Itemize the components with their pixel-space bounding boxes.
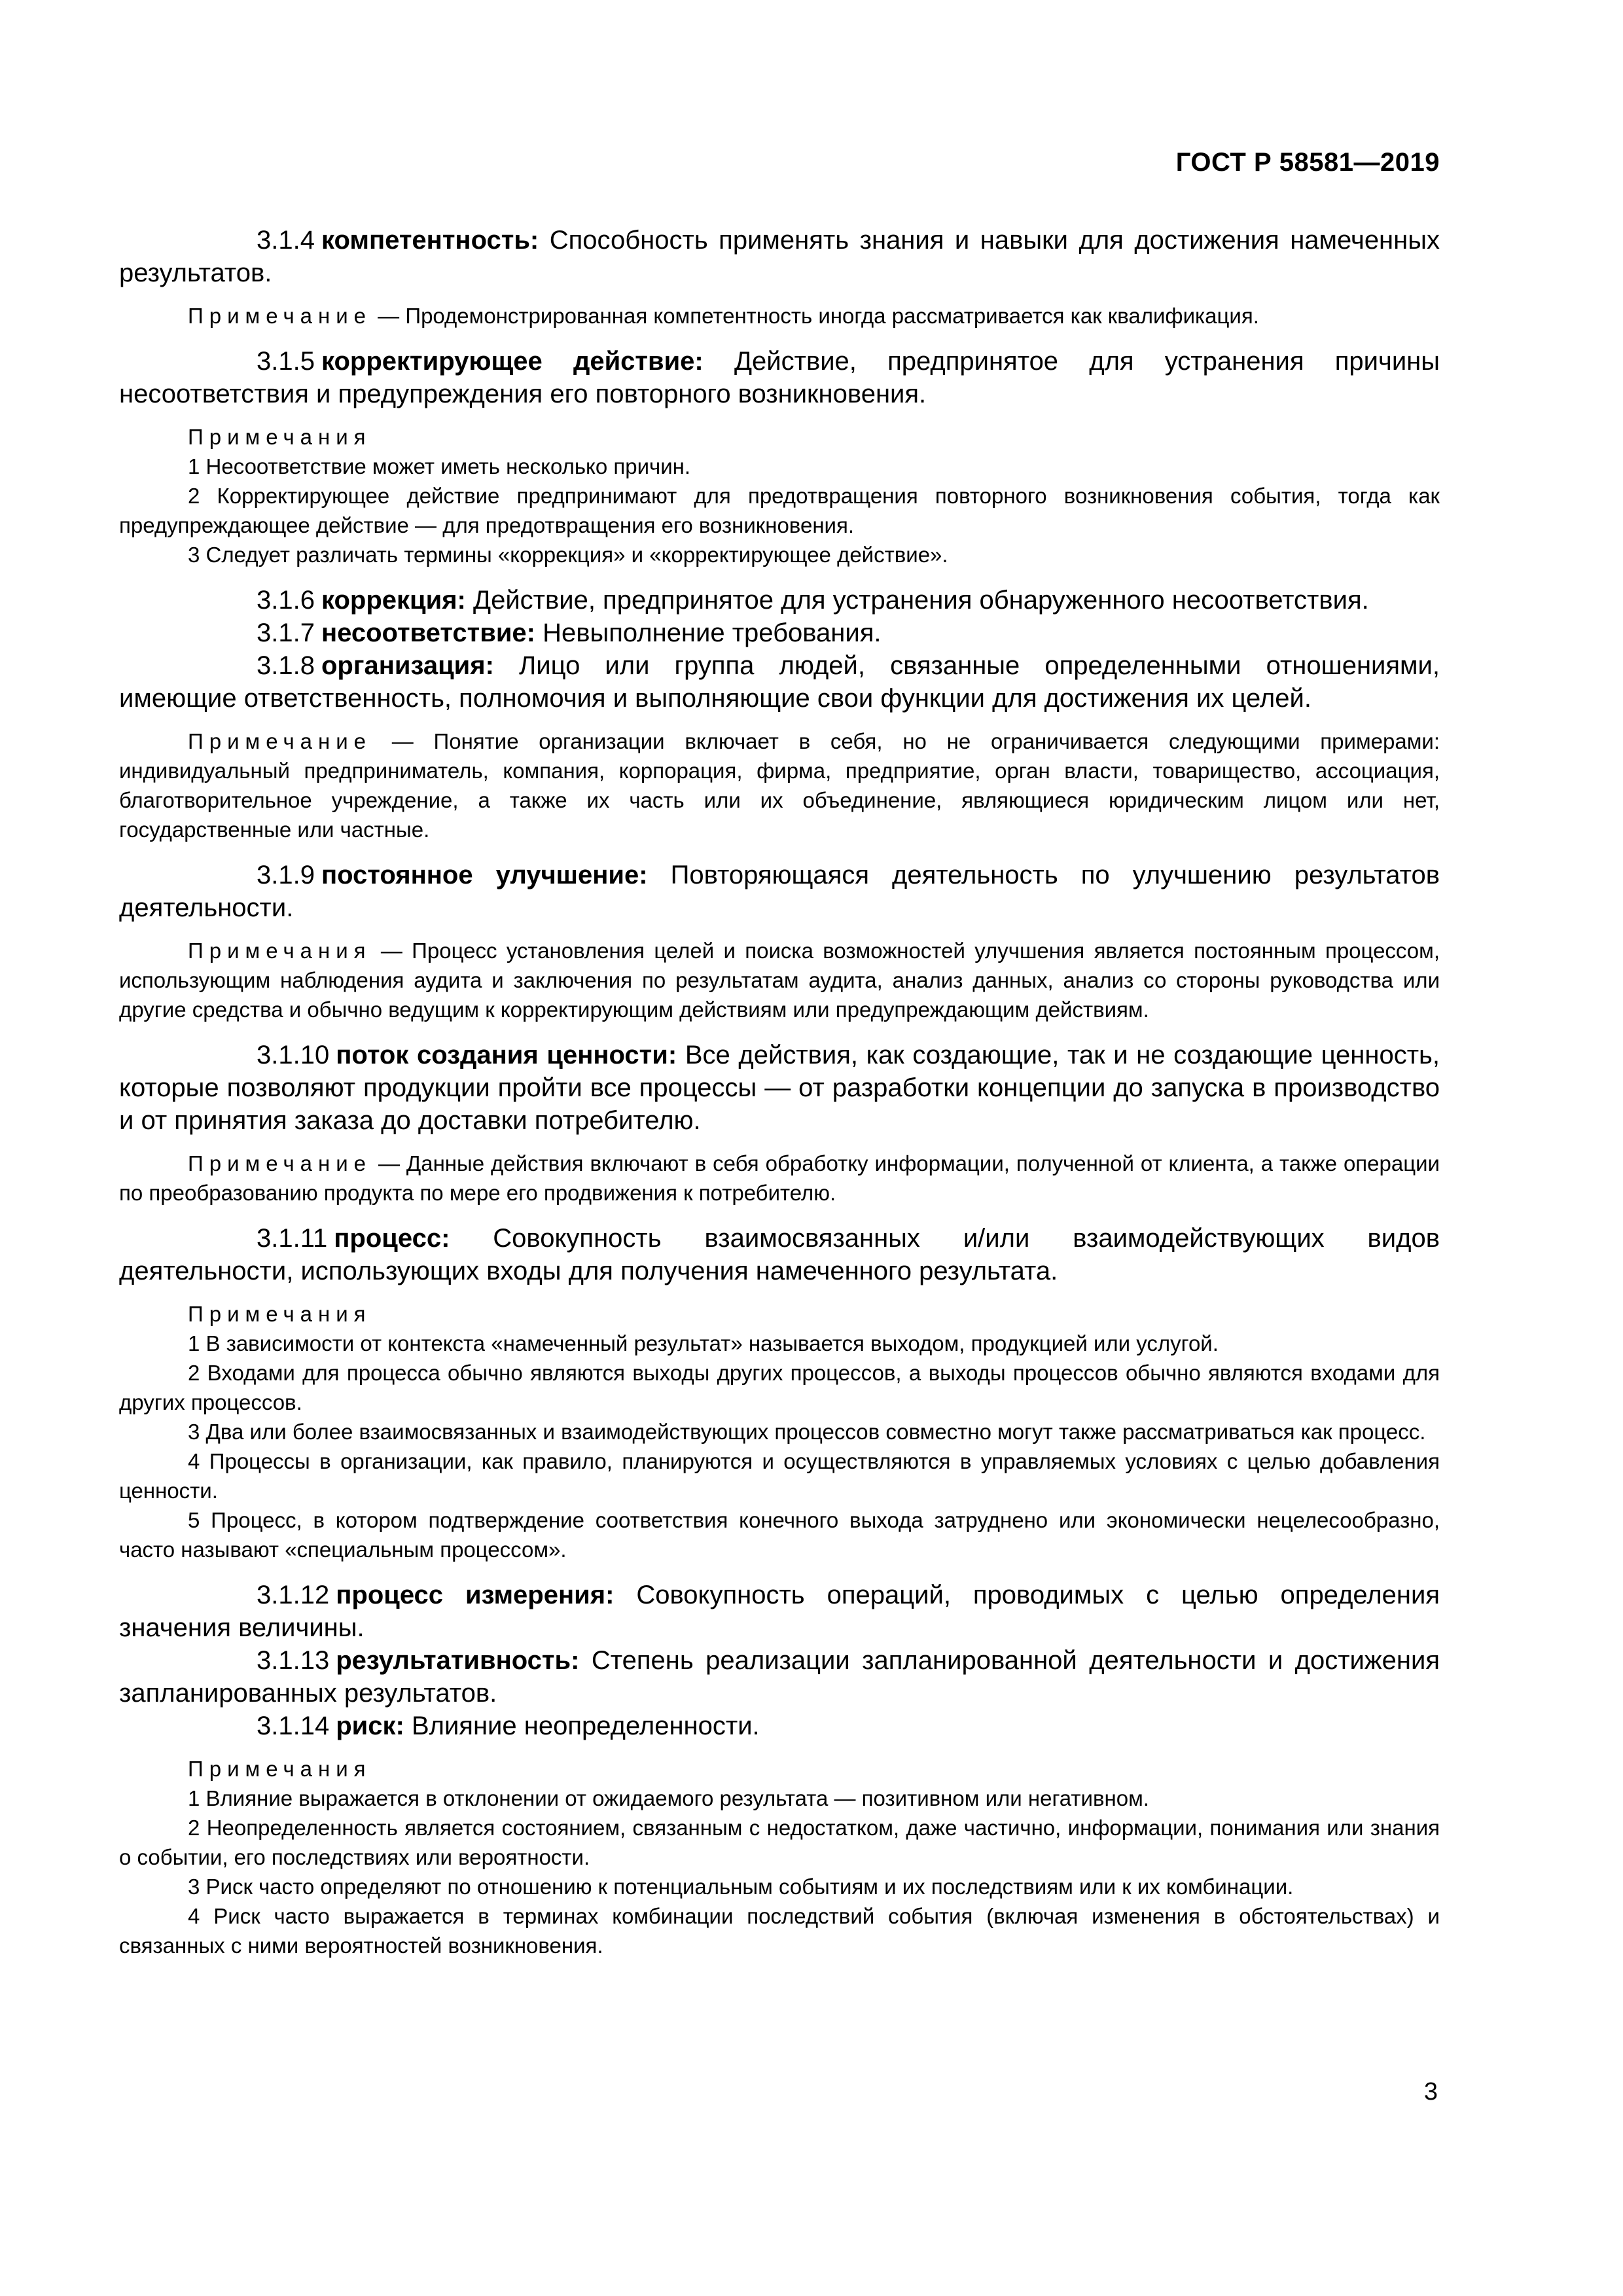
note-block <box>119 1754 1440 1960</box>
note-heading: Примечания <box>188 1302 372 1326</box>
note-line: 3 Риск часто определяют по отношению к потенциальным событиям и их последствиям или к их комбинации. <box>188 1874 1294 1899</box>
term-title: коррекция: <box>321 586 466 615</box>
term-number: 3.1.5 <box>257 347 315 376</box>
note-block <box>119 1299 1440 1564</box>
term-definition: Степень реализации запланированной деятельности и достижения запланированных результатов. <box>119 1646 1440 1708</box>
note-heading: Примечания <box>188 1757 372 1781</box>
note-text: — Процесс установления целей и поиска возможностей улучшения является постоянным процессом, использующим наблюдения аудита и заключения по результатам аудита, анализ данных, анализ со стороны руководства или другие средства и обычно ведущим к корректирующим действиям или предупреждающим действиям. <box>119 939 1440 1022</box>
term-definition: Все действия, как создающие, так и не создающие ценность, которые позволяют продукции пройти все процессы — от разработки концепции до запуска в производство и от принятия заказа до доставки потребителю. <box>119 1041 1440 1135</box>
note-block <box>119 422 1440 569</box>
term-number: 3.1.6 <box>257 586 315 615</box>
term-entry <box>119 859 1440 924</box>
term-definition: Лицо или группа людей, связанные определенными отношениями, имеющие ответственность, полномочия и выполняющие свои функции для достижения их целей. <box>119 651 1440 713</box>
term-definition: Действие, предпринятое для устранения обнаруженного несоответствия. <box>465 586 1369 615</box>
term-entry <box>119 1644 1440 1710</box>
term-title: компетентность: <box>321 226 539 255</box>
note-line: 4 Риск часто выражается в терминах комбинации последствий события (включая изменения в обстоятельствах) и связанных с ними вероятностей возникновения. <box>119 1904 1440 1958</box>
note-line: 4 Процессы в организации, как правило, планируются и осуществляются в управляемых условиях с целью добавления ценности. <box>119 1449 1440 1503</box>
note-text: — Продемонстрированная компетентность иногда рассматривается как квалификация. <box>372 304 1259 328</box>
term-entry <box>119 224 1440 289</box>
term-entry <box>119 584 1440 617</box>
term-entry <box>119 649 1440 715</box>
term-title: риск: <box>336 1712 404 1740</box>
note-line <box>119 301 1440 331</box>
term-number: 3.1.4 <box>257 226 315 255</box>
term-title: несоответствие: <box>321 619 535 647</box>
term-definition: Совокупность взаимосвязанных и/или взаимодействующих видов деятельности, использующих входы для получения намеченного результата. <box>119 1224 1440 1285</box>
term-number: 3.1.8 <box>257 651 315 680</box>
note-heading: Примечание <box>188 304 372 328</box>
note-block <box>119 936 1440 1024</box>
term-definition: Влияние неопределенности. <box>404 1712 760 1740</box>
term-entry <box>119 345 1440 410</box>
note-heading: Примечания <box>188 425 372 449</box>
note-line: 3 Следует различать термины «коррекция» и «корректирующее действие». <box>188 543 948 567</box>
term-entry <box>119 1710 1440 1742</box>
note-heading: Примечания <box>188 939 372 963</box>
term-number: 3.1.10 <box>257 1041 330 1069</box>
term-title: процесс измерения: <box>336 1581 615 1609</box>
note-line: 2 Корректирующее действие предпринимают для предотвращения повторного возникновения события, тогда как предупреждающее действие — для предотвращения его возникновения. <box>119 484 1440 537</box>
term-entry <box>119 1579 1440 1644</box>
term-title: результативность: <box>336 1646 580 1675</box>
document-body <box>119 224 1440 1960</box>
term-title: корректирующее действие: <box>321 347 704 376</box>
term-title: поток создания ценности: <box>336 1041 677 1069</box>
term-number: 3.1.11 <box>257 1224 328 1253</box>
note-line <box>119 1149 1440 1208</box>
note-heading: Примечание <box>188 729 372 753</box>
term-definition: Совокупность операций, проводимых с целью определения значения величины. <box>119 1581 1440 1642</box>
term-number: 3.1.14 <box>257 1712 330 1740</box>
note-line <box>119 936 1440 1024</box>
term-entry <box>119 1222 1440 1287</box>
term-number: 3.1.9 <box>257 861 315 889</box>
note-text: — Данные действия включают в себя обработку информации, полученной от клиента, а также операции по преобразованию продукта по мере его продвижения к потребителю. <box>119 1151 1440 1205</box>
term-title: процесс: <box>334 1224 450 1253</box>
note-line: 1 В зависимости от контекста «намеченный результат» называется выходом, продукцией или услугой. <box>188 1331 1219 1355</box>
note-line <box>119 726 1440 844</box>
note-line: 3 Два или более взаимосвязанных и взаимодействующих процессов совместно могут также рассматриваться как процесс. <box>188 1420 1426 1444</box>
term-number: 3.1.7 <box>257 619 315 647</box>
term-definition: Способность применять знания и навыки для достижения намеченных результатов. <box>119 226 1440 287</box>
note-block <box>119 301 1440 331</box>
note-line: 2 Входами для процесса обычно являются выходы других процессов, а выходы процессов обычно являются входами для других процессов. <box>119 1361 1440 1414</box>
page-number: 3 <box>1423 2078 1438 2106</box>
note-line: 5 Процесс, в котором подтверждение соответствия конечного выхода затруднено или экономически нецелесообразно, часто называют «специальным процессом». <box>119 1508 1440 1562</box>
term-entry <box>119 617 1440 649</box>
note-block <box>119 726 1440 844</box>
term-entry <box>119 1039 1440 1137</box>
term-title: постоянное улучшение: <box>321 861 648 889</box>
term-number: 3.1.12 <box>257 1581 330 1609</box>
term-definition: Повторяющаяся деятельность по улучшению результатов деятельности. <box>119 861 1440 922</box>
note-block <box>119 1149 1440 1208</box>
term-definition: Невыполнение требования. <box>535 619 882 647</box>
note-heading: Примечание <box>188 1151 372 1175</box>
note-line: 1 Влияние выражается в отклонении от ожидаемого результата — позитивном или негативном. <box>188 1786 1149 1810</box>
standard-code-header: ГОСТ Р 58581—2019 <box>1175 148 1440 177</box>
term-number: 3.1.13 <box>257 1646 330 1675</box>
term-title: организация: <box>321 651 494 680</box>
note-line: 1 Несоответствие может иметь несколько причин. <box>188 454 691 478</box>
note-text: — Понятие организации включает в себя, но не ограничивается следующими примерами: индивидуальный предприниматель, компания, корпорация, фирма, предприятие, орган власти, товарищество, ассоциация, благотворительное учреждение, а также их часть или их объединение, являющиеся юридическим лицом или нет, государственные или частные. <box>119 729 1440 842</box>
note-line: 2 Неопределенность является состоянием, связанным с недостатком, даже частично, информации, понимания или знания о событии, его последствиях или вероятности. <box>119 1816 1440 1869</box>
term-definition: Действие, предпринятое для устранения причины несоответствия и предупреждения его повторного возникновения. <box>119 347 1440 408</box>
